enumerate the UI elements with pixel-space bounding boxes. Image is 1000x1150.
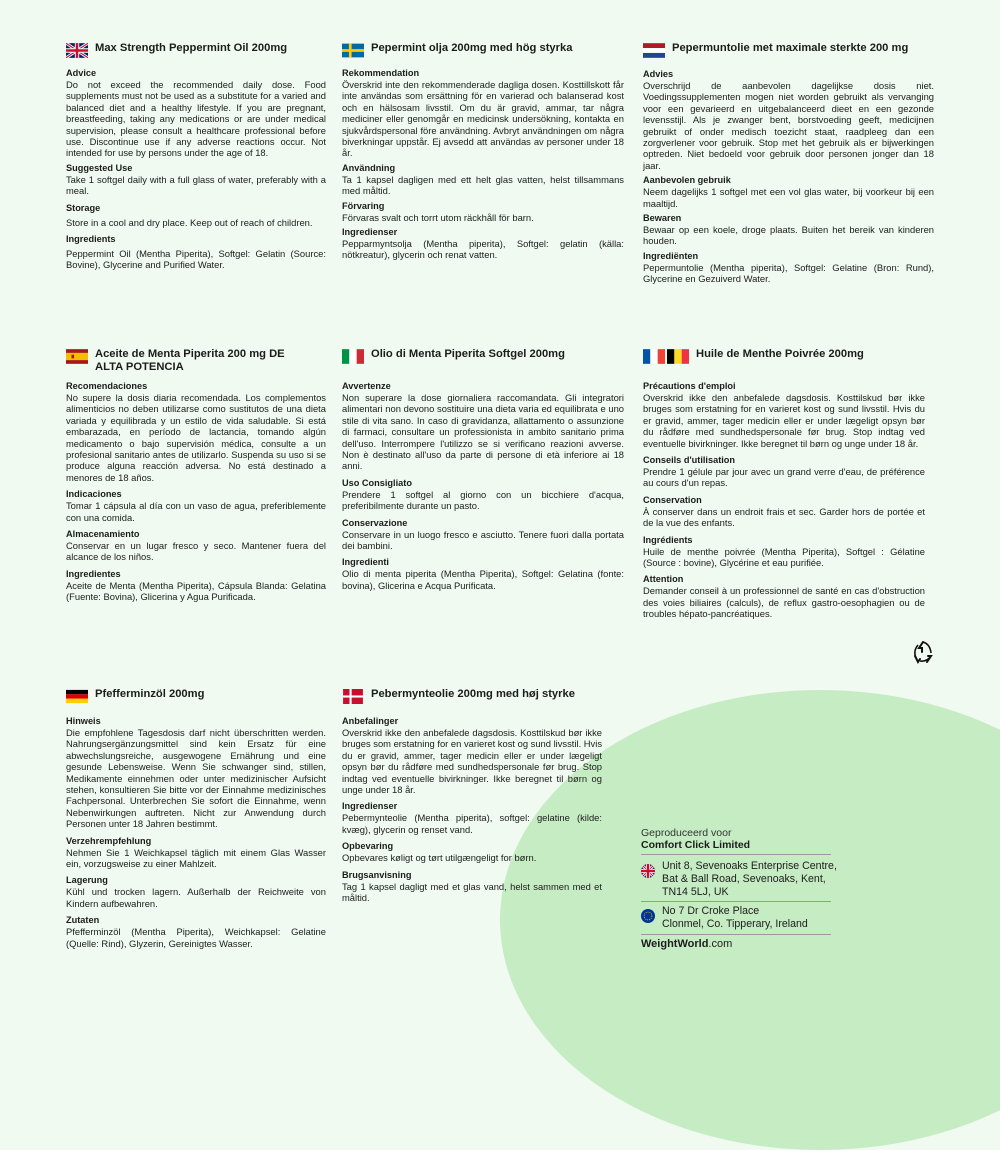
recommendation-text: Överskrid inte den rekommenderade dagliga dosen. Kosttillskott får inte användas som ersättning för en varierad och balanserad kost och en hälsosam livsstil. Om du är gravid, ammar, tar några mediciner eller genomgår en medicinsk undersökning, kontakta en sjukvårdspersonal före användning. Avbryt användningen om några biverkningar uppstår. Ej avsedd att användas av personer under 18 år. [342,79,624,159]
produced-for-label: Geproduceerd voor [641,827,732,839]
notice-heading: Hinweis [66,716,101,726]
recommended-intake-heading: Verzehrempfehlung [66,835,152,846]
recommendations-text: Overskrid ikke den anbefalede dagsdosis. Kosttilskud bør ikke bruges som erstatning for en varieret kost og sund livsstil. Hvis du er gravid, ammer, tager medicin eller er under lægeligt opsyn bør du rådføre med sundhedspersonale før brug. Stop indtag ved eventuelle bivirkninger. Ikke beregnet til børn og unge under 18 år. [342,727,603,796]
suggested-use-heading: Suggested Use [66,162,133,173]
section-danish [342,688,602,903]
storage-heading: Almacenamiento [66,529,140,540]
attention-text: Demander conseil à un professionnel de santé en cas d'obstruction des voies biliaires (calculs), de reflux gastro-oesophagien ou de troubles hépato-pancréatiques. [643,585,925,620]
directions-text: Tag 1 kapsel dagligt med et glas vand, helst sammen med et måltid. [342,880,602,904]
storage-text: Kühl und trocken lagern. Außerhalb der Reichweite von Kindern aufbewahren. [66,886,326,909]
uk-address-line: Unit 8, Sevenoaks Enterprise Centre, [662,860,837,872]
ireland-address-line: No 7 Dr Croke Place [662,905,760,918]
ingredients-heading: Ingredientes [66,568,121,579]
spain-flag-icon [66,349,88,364]
storage-text: Store in a cool and dry place. Keep out of reach of children. [66,216,313,228]
directions-heading: Brugsanvisning [342,869,412,880]
storage-heading: Storage [66,202,101,213]
ingredients-text: Pepparmyntsolja (Mentha piperita), Softgel: gelatin (källa: nötkreatur), glycerin och renat vatten. [342,238,624,261]
warnings-heading: Avvertenze [342,381,391,391]
attention-heading: Attention [643,574,684,585]
section-dutch [643,42,934,285]
section-title: Huile de Menthe Poivrée 200mg [696,348,864,360]
divider [641,934,831,935]
ingredients-text: Pfefferminzöl (Mentha Piperita), Weichkapsel: Gelatine (Quelle: Rind), Glyzerin, Gereinigtes Wasser. [66,926,326,949]
storage-heading: Opbevaring [342,841,394,852]
uk-flag-icon [66,43,88,58]
notice-text: Die empfohlene Tagesdosis darf nicht überschritten werden. Nahrungsergänzungsmittel sind kein Ersatz für eine abwechslungsreiche, ausgewogene Ernährung und eine gesunde Lebensweise. Wenn Sie schwanger sind, stillen, Medikamente einnehmen oder unter medizinischer Aufsicht stehen, konsultieren Sie bitte vor der Einnahme medizinisches Fachpersonal. Unterbrechen Sie sofort die Einnahme, wenn Nebenwirkungen auftreten. Nicht zur Anwendung durch Personen unter 18 Jahren bestimmt. [66,727,326,830]
recommendations-text: No supere la dosis diaria recomendada. Los complementos alimenticios no deben utilizarse como sustitutos de una dieta variada y equilibrada y un estilo de vida saludable. Si está embarazada, en período de lactancia, tomando algún medicamento o bajo supervisión médica, consulte a un profesional sanitario antes de utilizarlo. Suspenda su uso si se produce alguna reacción adversa. No está destinado a menores de 18 años. [66,392,326,483]
recommendations-heading: Anbefalinger [342,716,399,726]
precautions-text: Overskrid ikke den anbefalede dagsdosis. Kosttilskud bør ikke bruges som erstatning for en varieret kost og sund livsstil. Hvis du er gravid, ammer, tager medicin eller er under lægeligt opsyn bør du rådføre med sundhedspersonale før brug. Stop indtag ved eventuelle bivirkninger. Ikke beregnet til børn og unge under 18 år. [643,392,925,449]
storage-heading: Conservation [643,494,702,505]
ingredients-text: Huile de menthe poivrée (Mentha Piperita), Softgel : Gélatine (Source : bovine), Glycérine et eau purifiée. [643,545,925,569]
belgium-flag-icon [667,349,689,364]
uk-address-line: TN14 5LJ, UK [662,885,729,898]
ireland-address-line: Clonmel, Co. Tipperary, Ireland [662,918,808,931]
germany-flag-icon [66,689,88,704]
company-name: Comfort Click Limited [641,839,751,851]
manufacturer-info [641,827,871,950]
section-title: Pebermynteolie 200mg med høj styrke [371,688,575,700]
brand-domain: .com [708,937,733,950]
section-title: Pepermuntolie met maximale sterkte 200 mg [672,42,909,54]
section-title: Olio di Menta Piperita Softgel 200mg [371,348,565,360]
storage-text: Bewaar op een koele, droge plaats. Buiten het bereik van kinderen houden. [643,224,934,247]
storage-text: Conservar en un lugar fresco y seco. Mantener fuera del alcance de los niños. [66,540,326,563]
divider [641,854,831,855]
ingredients-heading: Ingredients [66,234,116,245]
recommendation-heading: Rekommendation [342,68,420,78]
storage-heading: Bewaren [643,213,682,224]
usage-text: Prendre 1 gélule par jour avec un grand verre d'eau, de préférence au cours d'un repas. [643,466,925,489]
section-title: Aceite de Menta Piperita 200 mg DE ALTA POTENCIA [95,348,285,373]
ingredients-text: Peppermint Oil (Mentha Piperita), Softgel: Gelatin (Source: Bovine), Glycerine and Purified Water. [66,248,326,271]
brand-name: WeightWorld [641,937,709,950]
advice-text: Do not exceed the recommended daily dose. Food supplements must not be used as a substitute for a varied and balanced diet and a healthy lifestyle. If you are pregnant, breastfeeding, taking any medications or are under medical supervision, please consult a healthcare professional before use. Discontinue use if any adverse reactions occur. Not intended for use by persons under the age of 18. [66,79,326,159]
section-title: Pfefferminzöl 200mg [95,688,205,700]
section-title: Pepermint olja 200mg med hög styrka [371,42,573,54]
usage-heading: Användning [342,162,396,173]
ingredients-text: Olio di menta piperita (Mentha Piperita), Softgel: Gelatina (fonte: bovina), Glicerina e Acqua Purificata. [342,568,624,591]
recommendations-heading: Recomendaciones [66,381,148,391]
ingredients-heading: Ingrédients [643,534,693,545]
directions-heading: Indicaciones [66,489,122,500]
recycling-icon [911,640,935,664]
ingredients-heading: Ingredienti [342,557,389,568]
france-flag-icon [643,349,665,364]
recommended-use-heading: Aanbevolen gebruik [643,175,731,186]
brand-url [641,938,871,950]
section-german [66,688,326,949]
ingredients-heading: Ingredienser [342,801,398,812]
storage-text: Förvaras svalt och torrt utom räckhåll för barn. [342,211,534,223]
recommended-use-text: Neem dagelijks 1 softgel met een vol glas water, bij voorkeur bij een maaltijd. [643,186,934,209]
suggested-use-heading: Uso Consigliato [342,477,412,488]
section-french [643,348,935,620]
ingredients-heading: Zutaten [66,915,100,926]
ingredients-text: Aceite de Menta (Mentha Piperita), Cápsula Blanda: Gelatina (Fuente: Bovina), Glicerina y Agua Purificada. [66,579,326,603]
storage-heading: Förvaring [342,200,385,211]
usage-text: Ta 1 kapsel dagligen med ett helt glas vatten, helst tillsammans med måltid. [342,173,624,197]
warnings-text: Non superare la dose giornaliera raccomandata. Gli integratori alimentari non devono sostituire una dieta varia ed equilibrata e uno stile di vita sano. In caso di gravidanza, allattamento o assunzione di farmaci, consultare un professionista in ambito sanitario prima dell'uso. Interrompere l'utilizzo se si verificano reazioni avverse. Non è destinato all'uso da parte di persone di età inferiore ai 18 anni. [342,392,624,472]
sweden-flag-icon [342,43,364,58]
section-spanish [66,348,326,603]
netherlands-flag-icon [643,43,665,58]
storage-text: À conserver dans un endroit frais et sec. Garder hors de portée et de la vue des enfants. [643,505,925,529]
section-italian [342,348,624,591]
ingredients-heading: Ingredienser [342,227,398,238]
precautions-heading: Précautions d'emploi [643,381,736,391]
eu-flag-icon [641,909,655,923]
uk-address [641,860,871,898]
storage-heading: Lagerung [66,875,108,886]
recommended-intake-text: Nehmen Sie 1 Weichkapsel täglich mit einem Glas Wasser ein, vorzugsweise zu einer Mahlzeit. [66,846,326,870]
section-english [66,42,326,271]
advice-heading: Advies [643,69,674,79]
section-title: Max Strength Peppermint Oil 200mg [95,42,288,54]
storage-heading: Conservazione [342,517,408,528]
ingredients-text: Pepermuntolie (Mentha piperita), Softgel: Gelatine (Bron: Rund), Glycerine en Gezuiverd Water. [643,261,934,285]
advice-text: Overschrijd de aanbevolen dagelijkse dosis niet. Voedingssupplementen mogen niet worden gebruikt als vervanging voor een gevarieerd en uitgebalanceerd dieet en een gezonde levensstijl. Als je zwanger bent, borstvoeding geeft, medicijnen gebruikt of onder medisch toezicht staat, raadpleeg dan een zorgverlener voor gebruik. Stop met het gebruik als er bijwerkingen optreden. Niet bedoeld voor gebruik door personen jonger dan 18 jaar. [643,80,934,171]
divider [641,901,831,902]
ireland-address [641,905,871,931]
directions-text: Tomar 1 cápsula al día con un vaso de agua, preferiblemente con una comida. [66,500,326,523]
storage-text: Conservare in un luogo fresco e asciutto. Tenere fuori dalla portata dei bambini. [342,528,624,552]
storage-text: Opbevares køligt og tørt utilgængeligt for børn. [342,852,537,864]
suggested-use-text: Prendere 1 softgel al giorno con un bicchiere d'acqua, preferibilmente durante un pasto. [342,488,624,512]
section-swedish [342,42,624,261]
denmark-flag-icon [342,689,364,704]
ingredients-heading: Ingrediënten [643,250,699,261]
italy-flag-icon [342,349,364,364]
uk-flag-icon [641,864,655,878]
usage-heading: Conseils d'utilisation [643,455,736,466]
advice-heading: Advice [66,68,97,78]
uk-address-line: Bat & Ball Road, Sevenoaks, Kent, [662,872,826,885]
ingredients-text: Pebermynteolie (Mentha piperita), softgel: gelatine (kilde: kvæg), glycerin og renset vand. [342,812,602,835]
suggested-use-text: Take 1 softgel daily with a full glass of water, preferably with a meal. [66,173,326,197]
